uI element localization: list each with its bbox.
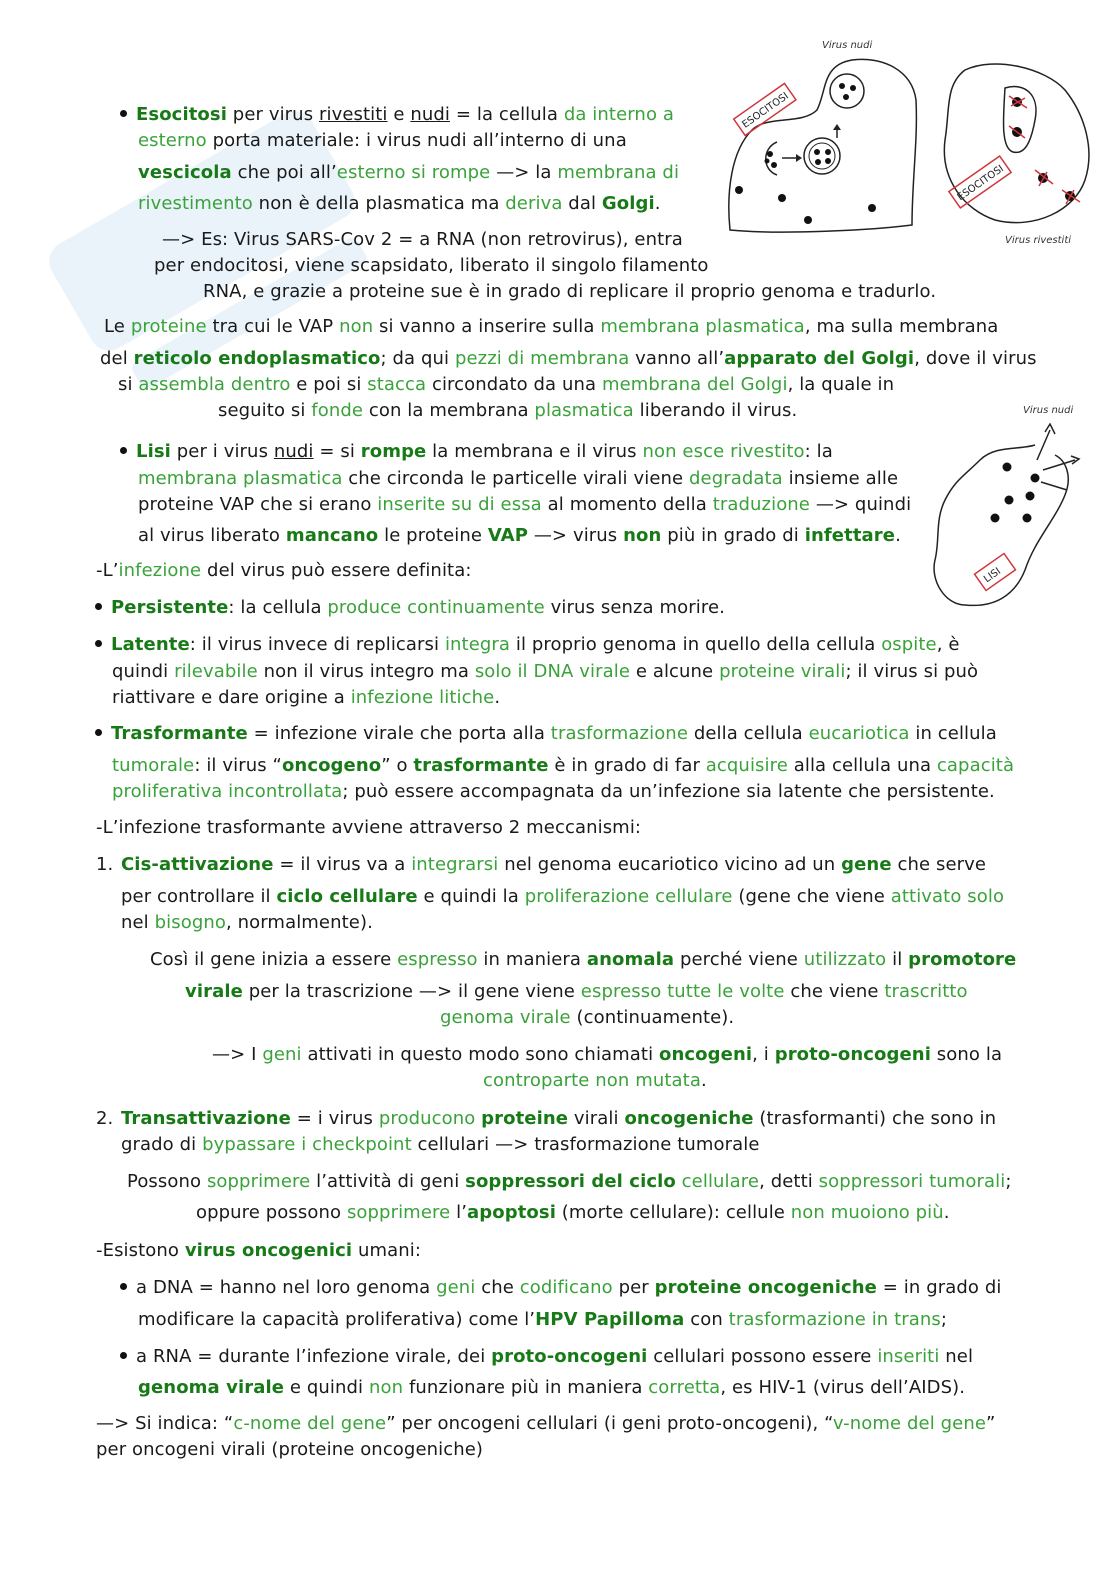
text-run: a DNA = hanno nel loro genoma (136, 1277, 437, 1298)
list-number-1: 1. (96, 854, 114, 875)
highlighted-text: Golgi (601, 193, 655, 214)
text-run: modificare la capacità proliferativa) come l’ (138, 1309, 536, 1330)
text-run: , i (752, 1044, 775, 1065)
bullet-icon (95, 603, 102, 610)
text-run: la membrana e il virus (426, 441, 643, 462)
highlighted-text: deriva (505, 193, 563, 214)
diagram-label-virus-rivestiti: Virus rivestiti (1005, 235, 1072, 246)
soppr-line-1 (127, 1169, 1012, 1195)
text-run: per controllare il (121, 886, 277, 907)
highlighted-text: trasformante (413, 755, 549, 776)
text-run: —> la (490, 162, 558, 183)
highlighted-text: traduzione (712, 494, 810, 515)
text-run: ; (940, 1309, 948, 1330)
text-run: ; da qui (380, 348, 455, 369)
cis-line-2 (121, 884, 1004, 910)
highlighted-text: proto-oncogeni (774, 1044, 931, 1065)
esocitosi-line-2 (138, 128, 627, 154)
trans-line-1 (121, 1106, 996, 1132)
text-run: ” (986, 1413, 996, 1434)
text-run: = i virus (290, 1108, 379, 1129)
highlighted-text: Trasformante (111, 723, 248, 744)
diagram-label-esocitosi-2: ESOCITOSI (955, 163, 1006, 204)
text-run: si (118, 374, 139, 395)
rna-line-1 (120, 1344, 973, 1370)
highlighted-text: rivestimento (138, 193, 253, 214)
text-run: Possono (127, 1171, 207, 1192)
trans-line-2 (121, 1132, 760, 1158)
text-run: del (100, 348, 134, 369)
highlighted-text: infezione litiche (350, 687, 495, 708)
esistono-line (96, 1238, 421, 1264)
indica-line-2 (96, 1437, 483, 1463)
lisi-line-1 (120, 439, 833, 465)
text-run: vanno all’ (629, 348, 725, 369)
text-run: RNA, e grazie a proteine sue è in grado di replicare il proprio genoma e tradurlo. (203, 281, 937, 302)
highlighted-text: bisogno (154, 912, 226, 933)
highlighted-text: inseriti (877, 1346, 940, 1367)
highlighted-text: VAP (487, 525, 529, 546)
bullet-icon (120, 110, 127, 117)
cis-line-1 (121, 852, 986, 878)
highlighted-text: Cis-attivazione (121, 854, 274, 875)
bullet-icon (95, 729, 102, 736)
diagram-label-virus-nudi: Virus nudi (822, 40, 873, 51)
highlighted-text: apparato del Golgi (724, 348, 915, 369)
text-run: della cellula (688, 723, 809, 744)
highlighted-text: soppressori del ciclo (465, 1171, 676, 1192)
text-run: ” o (381, 755, 414, 776)
highlighted-text: infezione (118, 560, 202, 581)
text-run: che viene (784, 981, 885, 1002)
highlighted-text: proteine oncogeniche (654, 1277, 877, 1298)
text-run: riattivare e dare origine a (112, 687, 351, 708)
highlighted-text: gene (841, 854, 892, 875)
text-run: in cellula (909, 723, 997, 744)
dna-line-1 (120, 1275, 1001, 1301)
highlighted-text: cellulare (681, 1171, 760, 1192)
highlighted-text: membrana di (557, 162, 680, 183)
text-run: al momento della (541, 494, 713, 515)
highlighted-text: trasformazione in trans (728, 1309, 941, 1330)
text-run: , es HIV-1 (virus dell’AIDS). (720, 1377, 966, 1398)
lisi-diagram (925, 400, 1105, 615)
text-run: porta materiale: i virus nudi all’interno di una (206, 130, 627, 151)
latente-line-1 (95, 632, 960, 658)
bullet-icon (95, 640, 102, 647)
text-run: tra cui le VAP (206, 316, 340, 337)
text-run: . (494, 687, 501, 708)
trasformante-line-3 (112, 779, 995, 805)
highlighted-text: virale (185, 981, 243, 1002)
diagram-label-virus-nudi-lisi: Virus nudi (1023, 405, 1074, 416)
text-run: e quindi (284, 1377, 369, 1398)
highlighted-text: codificano (519, 1277, 613, 1298)
highlighted-text: sopprimere (346, 1202, 451, 1223)
text-run: umani: (352, 1240, 422, 1261)
text-run: sono la (930, 1044, 1003, 1065)
cosi-line-1 (150, 947, 1016, 973)
text-run: —> virus (528, 525, 624, 546)
text-run: . (943, 1202, 950, 1223)
text-run: e alcune (630, 661, 720, 682)
text-run: = si (313, 441, 361, 462)
highlighted-text: eucariotica (808, 723, 910, 744)
text-run: = il virus va a (273, 854, 412, 875)
text-run: con la membrana (363, 400, 535, 421)
highlighted-text: Lisi (136, 441, 171, 462)
highlighted-text: inserite su di essa (377, 494, 542, 515)
highlighted-text: v-nome del gene (832, 1413, 987, 1434)
vap-line-1 (104, 314, 998, 340)
text-run: nel (939, 1346, 974, 1367)
list-number-2: 2. (96, 1108, 114, 1129)
persistente-line (95, 595, 725, 621)
highlighted-text: proto-oncogeni (491, 1346, 648, 1367)
text-run: più in grado di (661, 525, 805, 546)
text-run: proteine VAP che si erano (138, 494, 378, 515)
text-run: e quindi la (417, 886, 525, 907)
text-run: virus senza morire. (544, 597, 725, 618)
highlighted-text: promotore (908, 949, 1017, 970)
highlighted-text: espresso (397, 949, 478, 970)
text-run: che poi all’ (231, 162, 337, 183)
highlighted-text: espresso tutte le volte (580, 981, 785, 1002)
highlighted-text: c-nome del gene (233, 1413, 387, 1434)
text-run: per la trascrizione —> il gene viene (242, 981, 581, 1002)
text-run: le proteine (378, 525, 488, 546)
highlighted-text: ciclo cellulare (276, 886, 418, 907)
highlighted-text: pezzi di membrana (454, 348, 630, 369)
highlighted-text: non (339, 316, 374, 337)
sars-line-3 (203, 279, 936, 305)
text-run: non il virus integro ma (257, 661, 475, 682)
highlighted-text: anomala (586, 949, 675, 970)
text-run: nel genoma eucariotico vicino ad un (498, 854, 842, 875)
text-run: . (700, 1070, 707, 1091)
text-run: : il virus invece di replicarsi (189, 634, 445, 655)
text-run: Le (104, 316, 131, 337)
highlighted-text: esterno si rompe (336, 162, 491, 183)
highlighted-text: ospite (881, 634, 937, 655)
highlighted-text: produce continuamente (327, 597, 545, 618)
text-run: alla cellula una (787, 755, 937, 776)
highlighted-text: utilizzato (803, 949, 887, 970)
text-run: , è (936, 634, 960, 655)
text-run: l’attività di geni (310, 1171, 466, 1192)
highlighted-text: rompe (360, 441, 427, 462)
text-run: non è della plasmatica ma (252, 193, 506, 214)
diagram-label-esocitosi-1: ESOCITOSI (740, 90, 791, 131)
highlighted-text: Persistente (111, 597, 229, 618)
highlighted-text: membrana del Golgi (601, 374, 788, 395)
lisi-line-4 (138, 523, 901, 549)
text-run: = in grado di (876, 1277, 1002, 1298)
text-run: , dove il virus (914, 348, 1037, 369)
text-run: Così il gene inizia a essere (150, 949, 398, 970)
sars-line-1 (162, 227, 683, 253)
esocitosi-line-1 (120, 102, 674, 128)
highlighted-text: membrana plasmatica (138, 468, 343, 489)
highlighted-text: soppressori tumorali (818, 1171, 1006, 1192)
trasformante-line-2 (112, 753, 1014, 779)
geni-line-2 (483, 1068, 707, 1094)
highlighted-text: capacità (936, 755, 1015, 776)
text-run: che serve (891, 854, 987, 875)
text-run: : la (804, 441, 833, 462)
infezione-definita (96, 558, 472, 584)
cosi-line-3 (440, 1005, 734, 1031)
text-run: per virus (226, 104, 319, 125)
text-run: seguito si (218, 400, 312, 421)
text-run: cellulari —> trasformazione tumorale (411, 1134, 760, 1155)
highlighted-text: HPV Papilloma (535, 1309, 685, 1330)
text-run: ; il virus si può (845, 661, 979, 682)
highlighted-text: membrana plasmatica (600, 316, 805, 337)
text-run: : la cellula (228, 597, 328, 618)
text-run: . (654, 193, 661, 214)
bullet-icon (120, 1283, 127, 1290)
vap-line-3 (118, 372, 894, 398)
highlighted-text: nudi (273, 441, 314, 462)
trasformante-line-1 (95, 721, 997, 747)
highlighted-text: solo il DNA virale (474, 661, 630, 682)
text-run: si vanno a inserire sulla (373, 316, 601, 337)
text-run: , ma sulla membrana (804, 316, 999, 337)
text-run: : il virus “ (194, 755, 282, 776)
text-run: funzionare più in maniera (403, 1377, 649, 1398)
text-run: in maniera (477, 949, 587, 970)
meccanismi-line (96, 815, 641, 841)
text-run: -L’infezione trasformante avviene attraverso 2 meccanismi: (96, 817, 642, 838)
highlighted-text: non (623, 525, 662, 546)
text-run: perché viene (674, 949, 804, 970)
text-run: che circonda le particelle virali viene (342, 468, 689, 489)
text-run: a RNA = durante l’infezione virale, dei (136, 1346, 492, 1367)
text-run: al virus liberato (138, 525, 286, 546)
highlighted-text: plasmatica (534, 400, 634, 421)
esocitosi-nudi-diagram (722, 30, 922, 245)
text-run: il proprio genoma in quello della cellula (510, 634, 882, 655)
highlighted-text: esterno (138, 130, 207, 151)
text-run: ; (1005, 1171, 1012, 1192)
text-run: = la cellula (450, 104, 564, 125)
highlighted-text: infettare (804, 525, 896, 546)
text-run: nel (121, 912, 155, 933)
diagram-label-lisi: LISI (982, 565, 1003, 586)
highlighted-text: controparte non mutata (483, 1070, 701, 1091)
indica-line-1 (96, 1411, 995, 1437)
text-run: (continuamente). (570, 1007, 735, 1028)
text-run: -L’ (96, 560, 119, 581)
cis-line-3 (121, 910, 373, 936)
highlighted-text: oncogeniche (624, 1108, 754, 1129)
highlighted-text: stacca (367, 374, 427, 395)
highlighted-text: rivestiti (319, 104, 388, 125)
dna-line-2 (138, 1307, 947, 1333)
text-run: del virus può essere definita: (201, 560, 472, 581)
highlighted-text: producono (378, 1108, 476, 1129)
text-run: dal (562, 193, 602, 214)
text-run: (morte cellulare): cellule (555, 1202, 791, 1223)
text-run: insieme alle (782, 468, 899, 489)
highlighted-text: non esce rivestito (642, 441, 805, 462)
text-run: —> I (212, 1044, 263, 1065)
latente-line-2 (112, 659, 978, 685)
highlighted-text: geni (262, 1044, 302, 1065)
highlighted-text: proteine virali (719, 661, 846, 682)
lisi-line-2 (138, 466, 898, 492)
highlighted-text: Transattivazione (121, 1108, 291, 1129)
highlighted-text: tumorale (112, 755, 195, 776)
text-run: , detti (759, 1171, 819, 1192)
sars-line-2 (154, 253, 709, 279)
text-run: circondato da una (426, 374, 602, 395)
highlighted-text: virus oncogenici (184, 1240, 353, 1261)
highlighted-text: reticolo endoplasmatico (133, 348, 381, 369)
highlighted-text: attivato solo (890, 886, 1005, 907)
highlighted-text: acquisire (705, 755, 788, 776)
highlighted-text: corretta (648, 1377, 721, 1398)
highlighted-text: non (368, 1377, 404, 1398)
highlighted-text: oncogeni (659, 1044, 753, 1065)
highlighted-text: assembla dentro (138, 374, 291, 395)
text-run: per (612, 1277, 655, 1298)
highlighted-text: integra (444, 634, 511, 655)
text-run: attivati in questo modo sono chiamati (301, 1044, 660, 1065)
bullet-icon (120, 447, 127, 454)
highlighted-text: proliferativa incontrollata (112, 781, 343, 802)
highlighted-text: nudi (410, 104, 451, 125)
bullet-icon (120, 1352, 127, 1359)
highlighted-text: integrarsi (411, 854, 499, 875)
highlighted-text: degradata (689, 468, 783, 489)
text-run: l’ (450, 1202, 468, 1223)
text-run: —> Si indica: “ (96, 1413, 234, 1434)
highlighted-text: da interno a (563, 104, 675, 125)
esocitosi-line-4 (138, 191, 661, 217)
text-run: ” per oncogeni cellulari (i geni proto-oncogeni), “ (386, 1413, 833, 1434)
text-run: -Esistono (96, 1240, 185, 1261)
highlighted-text: geni (436, 1277, 476, 1298)
highlighted-text: Esocitosi (136, 104, 227, 125)
highlighted-text: genoma virale (440, 1007, 571, 1028)
text-run: virali (568, 1108, 625, 1129)
highlighted-text: genoma virale (138, 1377, 285, 1398)
text-run: con (684, 1309, 729, 1330)
text-run: per oncogeni virali (proteine oncogeniche) (96, 1439, 484, 1460)
highlighted-text: bypassare i checkpoint (202, 1134, 412, 1155)
text-run: = infezione virale che porta alla (247, 723, 551, 744)
highlighted-text: proteine (130, 316, 207, 337)
text-run: e poi si (290, 374, 368, 395)
text-run: —> quindi (810, 494, 912, 515)
highlighted-text: Latente (111, 634, 190, 655)
text-run: oppure possono (196, 1202, 347, 1223)
rna-line-2 (138, 1375, 965, 1401)
highlighted-text: trascritto (884, 981, 968, 1002)
highlighted-text: proteine (481, 1108, 569, 1129)
highlighted-text: trasformazione (550, 723, 688, 744)
text-run: (gene che viene (732, 886, 891, 907)
esocitosi-rivestiti-diagram (935, 60, 1105, 250)
latente-line-3 (112, 685, 500, 711)
text-run: —> Es: Virus SARS-Cov 2 = a RNA (non retrovirus), entra (162, 229, 683, 250)
text-run: , normalmente). (225, 912, 373, 933)
soppr-line-2 (196, 1200, 950, 1226)
lisi-line-3 (138, 492, 911, 518)
geni-line-1 (212, 1042, 1002, 1068)
highlighted-text: sopprimere (206, 1171, 311, 1192)
text-run: per i virus (170, 441, 274, 462)
highlighted-text: vescicola (138, 162, 232, 183)
text-run: , la quale in (787, 374, 895, 395)
highlighted-text: non muoiono più (790, 1202, 944, 1223)
text-run: è in grado di far (548, 755, 706, 776)
highlighted-text: proliferazione cellulare (524, 886, 733, 907)
esocitosi-line-3 (138, 160, 679, 186)
highlighted-text: fonde (311, 400, 364, 421)
vap-line-2 (100, 346, 1037, 372)
highlighted-text: oncogeno (281, 755, 382, 776)
text-run: grado di (121, 1134, 203, 1155)
text-run: . (895, 525, 901, 546)
text-run: cellulari possono essere (647, 1346, 878, 1367)
text-run: (trasformanti) che sono in (753, 1108, 997, 1129)
cosi-line-2 (185, 979, 968, 1005)
text-run: il (886, 949, 909, 970)
highlighted-text: rilevabile (174, 661, 258, 682)
text-run: che (475, 1277, 520, 1298)
highlighted-text: apoptosi (467, 1202, 556, 1223)
text-run: liberando il virus. (633, 400, 798, 421)
highlighted-text: mancano (285, 525, 379, 546)
text-run: quindi (112, 661, 175, 682)
text-run: per endocitosi, viene scapsidato, liberato il singolo filamento (154, 255, 709, 276)
vap-line-4 (218, 398, 797, 424)
text-run: ; può essere accompagnata da un’infezione sia latente che persistente. (342, 781, 995, 802)
text-run: e (387, 104, 411, 125)
